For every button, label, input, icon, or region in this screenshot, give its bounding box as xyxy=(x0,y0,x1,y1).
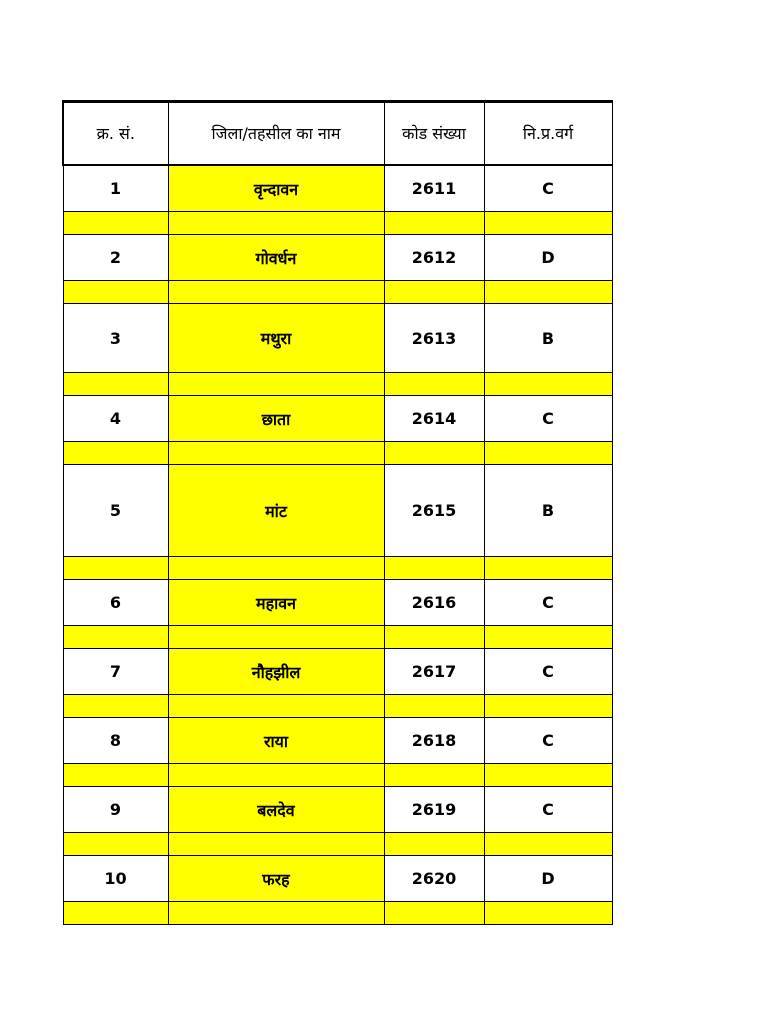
name-cell: मथुरा xyxy=(168,304,384,373)
name-cell: वृन्दावन xyxy=(168,165,384,212)
spacer-row xyxy=(63,442,612,465)
spacer-row xyxy=(63,833,612,856)
table-row xyxy=(63,465,612,557)
table-row xyxy=(63,856,612,902)
grade-cell: C xyxy=(484,580,612,626)
serial-cell: 10 xyxy=(63,856,168,902)
grade-cell: D xyxy=(484,235,612,281)
serial-cell: 5 xyxy=(63,465,168,557)
grade-cell: C xyxy=(484,649,612,695)
header-name: जिला/तहसील का नाम xyxy=(168,102,384,166)
table-row xyxy=(63,649,612,695)
table-row xyxy=(63,304,612,373)
code-cell: 2620 xyxy=(384,856,484,902)
code-cell: 2619 xyxy=(384,787,484,833)
spacer-row xyxy=(63,626,612,649)
grade-cell: C xyxy=(484,718,612,764)
serial-cell: 3 xyxy=(63,304,168,373)
name-cell: गोवर्धन xyxy=(168,235,384,281)
code-cell: 2613 xyxy=(384,304,484,373)
serial-cell: 7 xyxy=(63,649,168,695)
table-row xyxy=(63,580,612,626)
spacer-row xyxy=(63,557,612,580)
header-code-number: कोड संख्या xyxy=(384,102,484,166)
name-cell: राया xyxy=(168,718,384,764)
grade-cell: C xyxy=(484,165,612,212)
table-row xyxy=(63,396,612,442)
district-code-table xyxy=(62,100,613,925)
table-row xyxy=(63,718,612,764)
code-cell: 2614 xyxy=(384,396,484,442)
grade-cell: C xyxy=(484,396,612,442)
name-cell: बलदेव xyxy=(168,787,384,833)
header-serial-number: क्र. सं. xyxy=(63,102,168,166)
serial-cell: 9 xyxy=(63,787,168,833)
spacer-row xyxy=(63,764,612,787)
code-cell: 2618 xyxy=(384,718,484,764)
code-cell: 2617 xyxy=(384,649,484,695)
table-row xyxy=(63,787,612,833)
name-cell: फरह xyxy=(168,856,384,902)
spacer-row xyxy=(63,212,612,235)
header-grade: नि.प्र.वर्ग xyxy=(484,102,612,166)
code-cell: 2615 xyxy=(384,465,484,557)
spacer-row xyxy=(63,373,612,396)
grade-cell: B xyxy=(484,465,612,557)
name-cell: मांट xyxy=(168,465,384,557)
spreadsheet-table xyxy=(62,100,611,925)
serial-cell: 1 xyxy=(63,165,168,212)
code-cell: 2616 xyxy=(384,580,484,626)
name-cell: नौहझील xyxy=(168,649,384,695)
code-cell: 2611 xyxy=(384,165,484,212)
spacer-row xyxy=(63,695,612,718)
serial-cell: 8 xyxy=(63,718,168,764)
table-row xyxy=(63,235,612,281)
grade-cell: B xyxy=(484,304,612,373)
grade-cell: D xyxy=(484,856,612,902)
name-cell: छाता xyxy=(168,396,384,442)
code-cell: 2612 xyxy=(384,235,484,281)
spacer-row xyxy=(63,902,612,925)
serial-cell: 4 xyxy=(63,396,168,442)
spacer-row xyxy=(63,281,612,304)
serial-cell: 2 xyxy=(63,235,168,281)
table-row xyxy=(63,165,612,212)
name-cell: महावन xyxy=(168,580,384,626)
grade-cell: C xyxy=(484,787,612,833)
serial-cell: 6 xyxy=(63,580,168,626)
header-row xyxy=(63,102,612,166)
